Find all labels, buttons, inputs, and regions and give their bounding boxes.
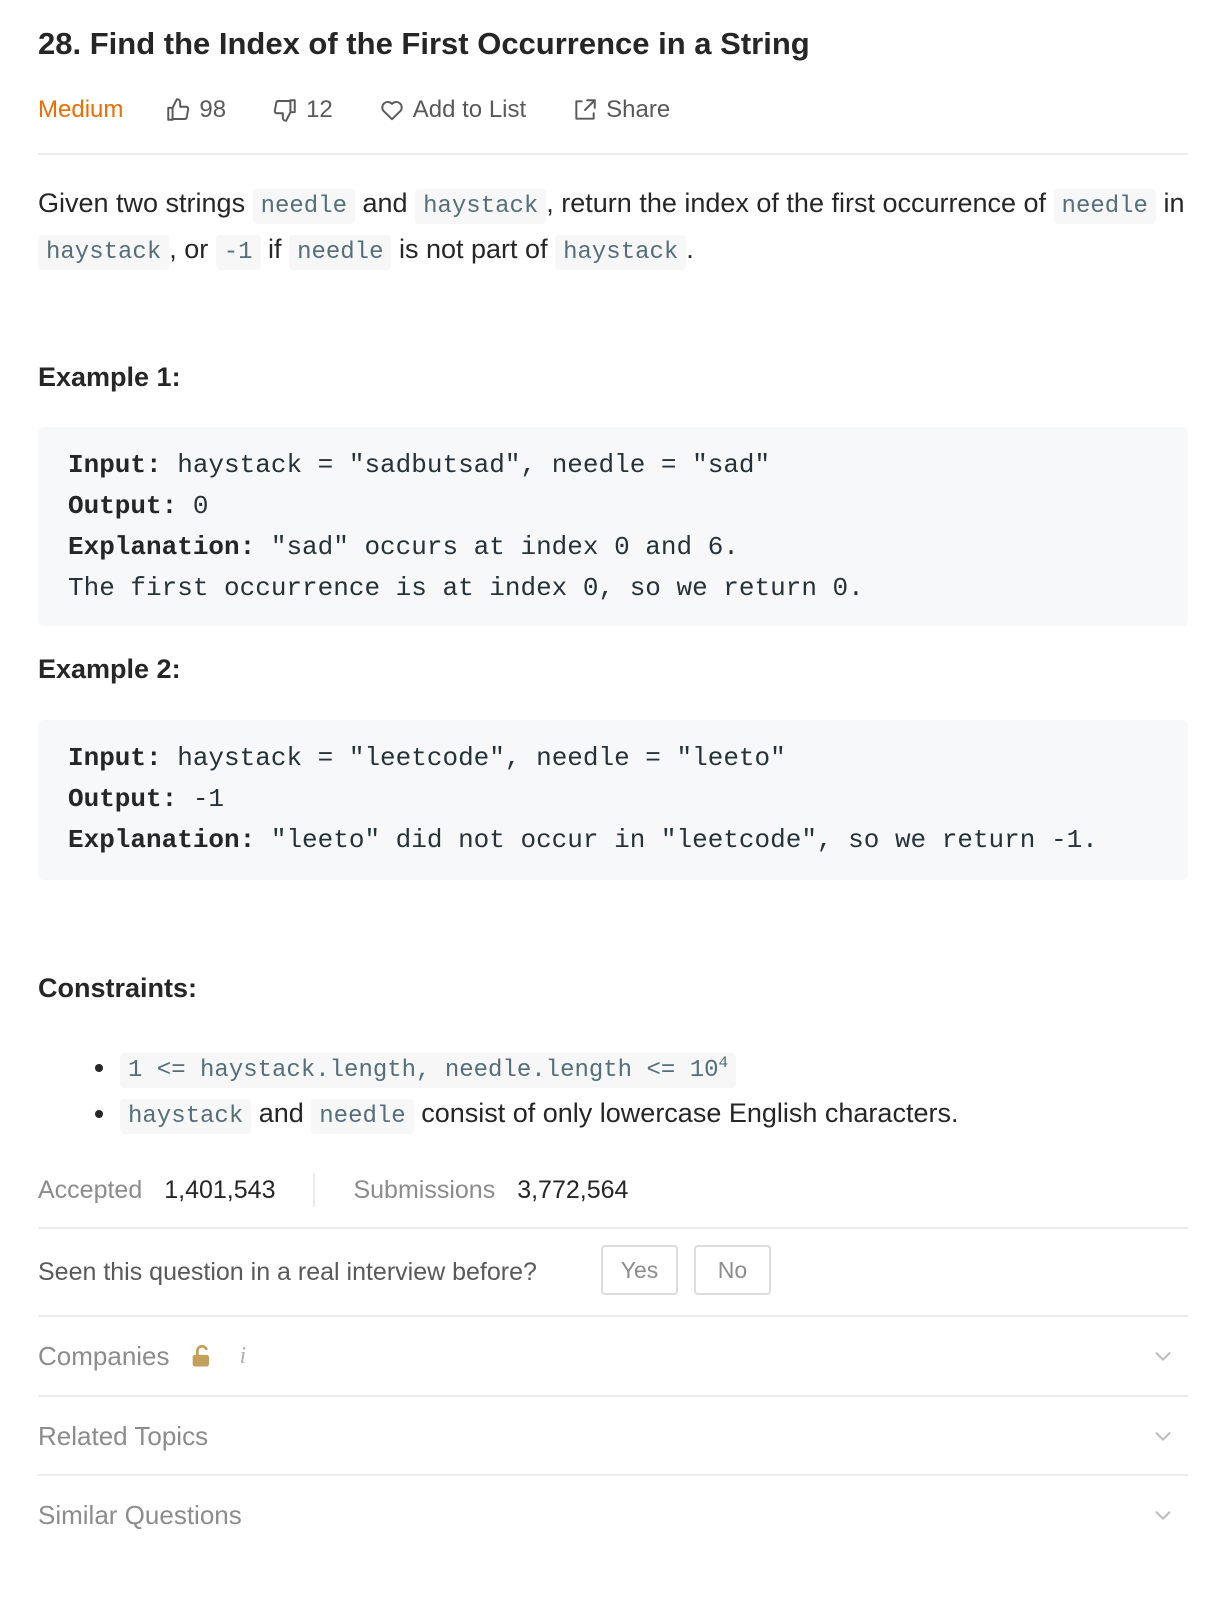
heart-icon	[379, 97, 405, 123]
explanation-value: "sad" occurs at index 0 and 6.	[255, 532, 739, 562]
inline-code: needle	[1054, 189, 1156, 224]
inline-code: haystack	[415, 189, 546, 224]
constraints-list	[78, 1042, 958, 1138]
constraint-text: and	[251, 1098, 312, 1128]
input-label: Input:	[68, 450, 162, 480]
input-value: haystack = "sadbutsad", needle = "sad"	[161, 450, 771, 480]
related-topics-label: Related Topics	[38, 1420, 209, 1451]
inline-code: needle	[311, 1099, 413, 1134]
share-button[interactable]	[572, 96, 670, 124]
description-text: .	[686, 234, 694, 264]
stats-divider	[38, 1227, 1188, 1229]
inline-code	[120, 1053, 736, 1088]
inline-code: haystack	[555, 235, 686, 270]
description-text: , return the index of the first occurrence of	[546, 188, 1054, 218]
chevron-down-icon[interactable]	[1152, 1425, 1174, 1447]
constraint-item	[118, 1092, 958, 1138]
like-button[interactable]	[165, 96, 226, 124]
dislike-button[interactable]	[272, 96, 333, 124]
inline-code: needle	[289, 235, 391, 270]
no-button[interactable]: No	[694, 1245, 771, 1295]
output-value: -1	[177, 784, 225, 814]
chevron-down-icon[interactable]	[1152, 1504, 1174, 1526]
info-icon[interactable]: i	[239, 1342, 247, 1369]
explanation-label: Explanation:	[68, 825, 256, 855]
explanation-label: Explanation:	[68, 532, 256, 562]
problem-meta-bar	[38, 92, 716, 128]
inline-code: -1	[216, 235, 261, 270]
submissions-label: Submissions	[353, 1175, 496, 1204]
interview-divider	[38, 1315, 1188, 1317]
difficulty-badge: Medium	[38, 96, 124, 123]
input-label: Input:	[68, 743, 162, 773]
chevron-down-icon[interactable]	[1152, 1345, 1174, 1367]
thumbs-down-icon	[272, 97, 298, 123]
output-value: 0	[177, 491, 209, 521]
description-text: if	[260, 234, 290, 264]
problem-title: 28. Find the Index of the First Occurrence in a String	[38, 26, 810, 61]
header-divider	[38, 153, 1188, 155]
constraint-text: consist of only lowercase English characters.	[413, 1098, 959, 1128]
companies-section[interactable]	[38, 1318, 1188, 1394]
unlock-icon	[188, 1342, 216, 1370]
description-text: in	[1155, 188, 1185, 218]
description-text: is not part of	[391, 234, 556, 264]
explanation-value: "leeto" did not occur in "leetcode", so we return -1.	[255, 825, 1098, 855]
example-2-heading: Example 2:	[38, 654, 181, 684]
like-count: 98	[199, 96, 227, 123]
problem-description	[38, 182, 1188, 274]
inline-code: needle	[253, 189, 355, 224]
example-2-block	[38, 720, 1188, 880]
output-label: Output:	[68, 491, 178, 521]
accepted-value: 1,401,543	[164, 1175, 276, 1204]
yes-button[interactable]: Yes	[601, 1245, 678, 1295]
stats-separator	[313, 1173, 315, 1207]
thumbs-up-icon	[165, 97, 191, 123]
description-text: Given two strings	[38, 188, 253, 218]
example-1-block	[38, 427, 1188, 626]
similar-questions-label: Similar Questions	[38, 1499, 242, 1530]
add-to-list-label: Add to List	[412, 96, 527, 123]
share-icon	[572, 97, 598, 123]
constraint-code: 1 <= haystack.length, needle.length <= 10	[128, 1057, 719, 1084]
inline-code: haystack	[120, 1099, 251, 1134]
inline-code: haystack	[38, 235, 169, 270]
constraints-heading: Constraints:	[38, 973, 198, 1003]
description-text: and	[355, 188, 416, 218]
companies-header	[38, 1341, 246, 1372]
example-1-heading: Example 1:	[38, 362, 181, 392]
accepted-label: Accepted	[38, 1175, 143, 1204]
constraint-exponent: 4	[718, 1054, 729, 1072]
interview-question: Seen this question in a real interview before?	[38, 1258, 537, 1286]
share-label: Share	[606, 96, 671, 123]
output-label: Output:	[68, 784, 178, 814]
companies-divider	[38, 1395, 1188, 1397]
submissions-value: 3,772,564	[517, 1175, 629, 1204]
add-to-list-button[interactable]	[379, 96, 526, 124]
related-topics-section[interactable]	[38, 1398, 1188, 1474]
description-text: , or	[169, 234, 216, 264]
related-topics-divider	[38, 1474, 1188, 1476]
constraint-item	[118, 1042, 958, 1092]
similar-questions-section[interactable]	[38, 1477, 1188, 1553]
submission-stats	[38, 1170, 628, 1210]
explanation-extra: The first occurrence is at index 0, so we return 0.	[68, 573, 864, 603]
input-value: haystack = "leetcode", needle = "leeto"	[161, 743, 786, 773]
companies-label: Companies	[38, 1340, 170, 1371]
dislike-count: 12	[306, 96, 333, 123]
